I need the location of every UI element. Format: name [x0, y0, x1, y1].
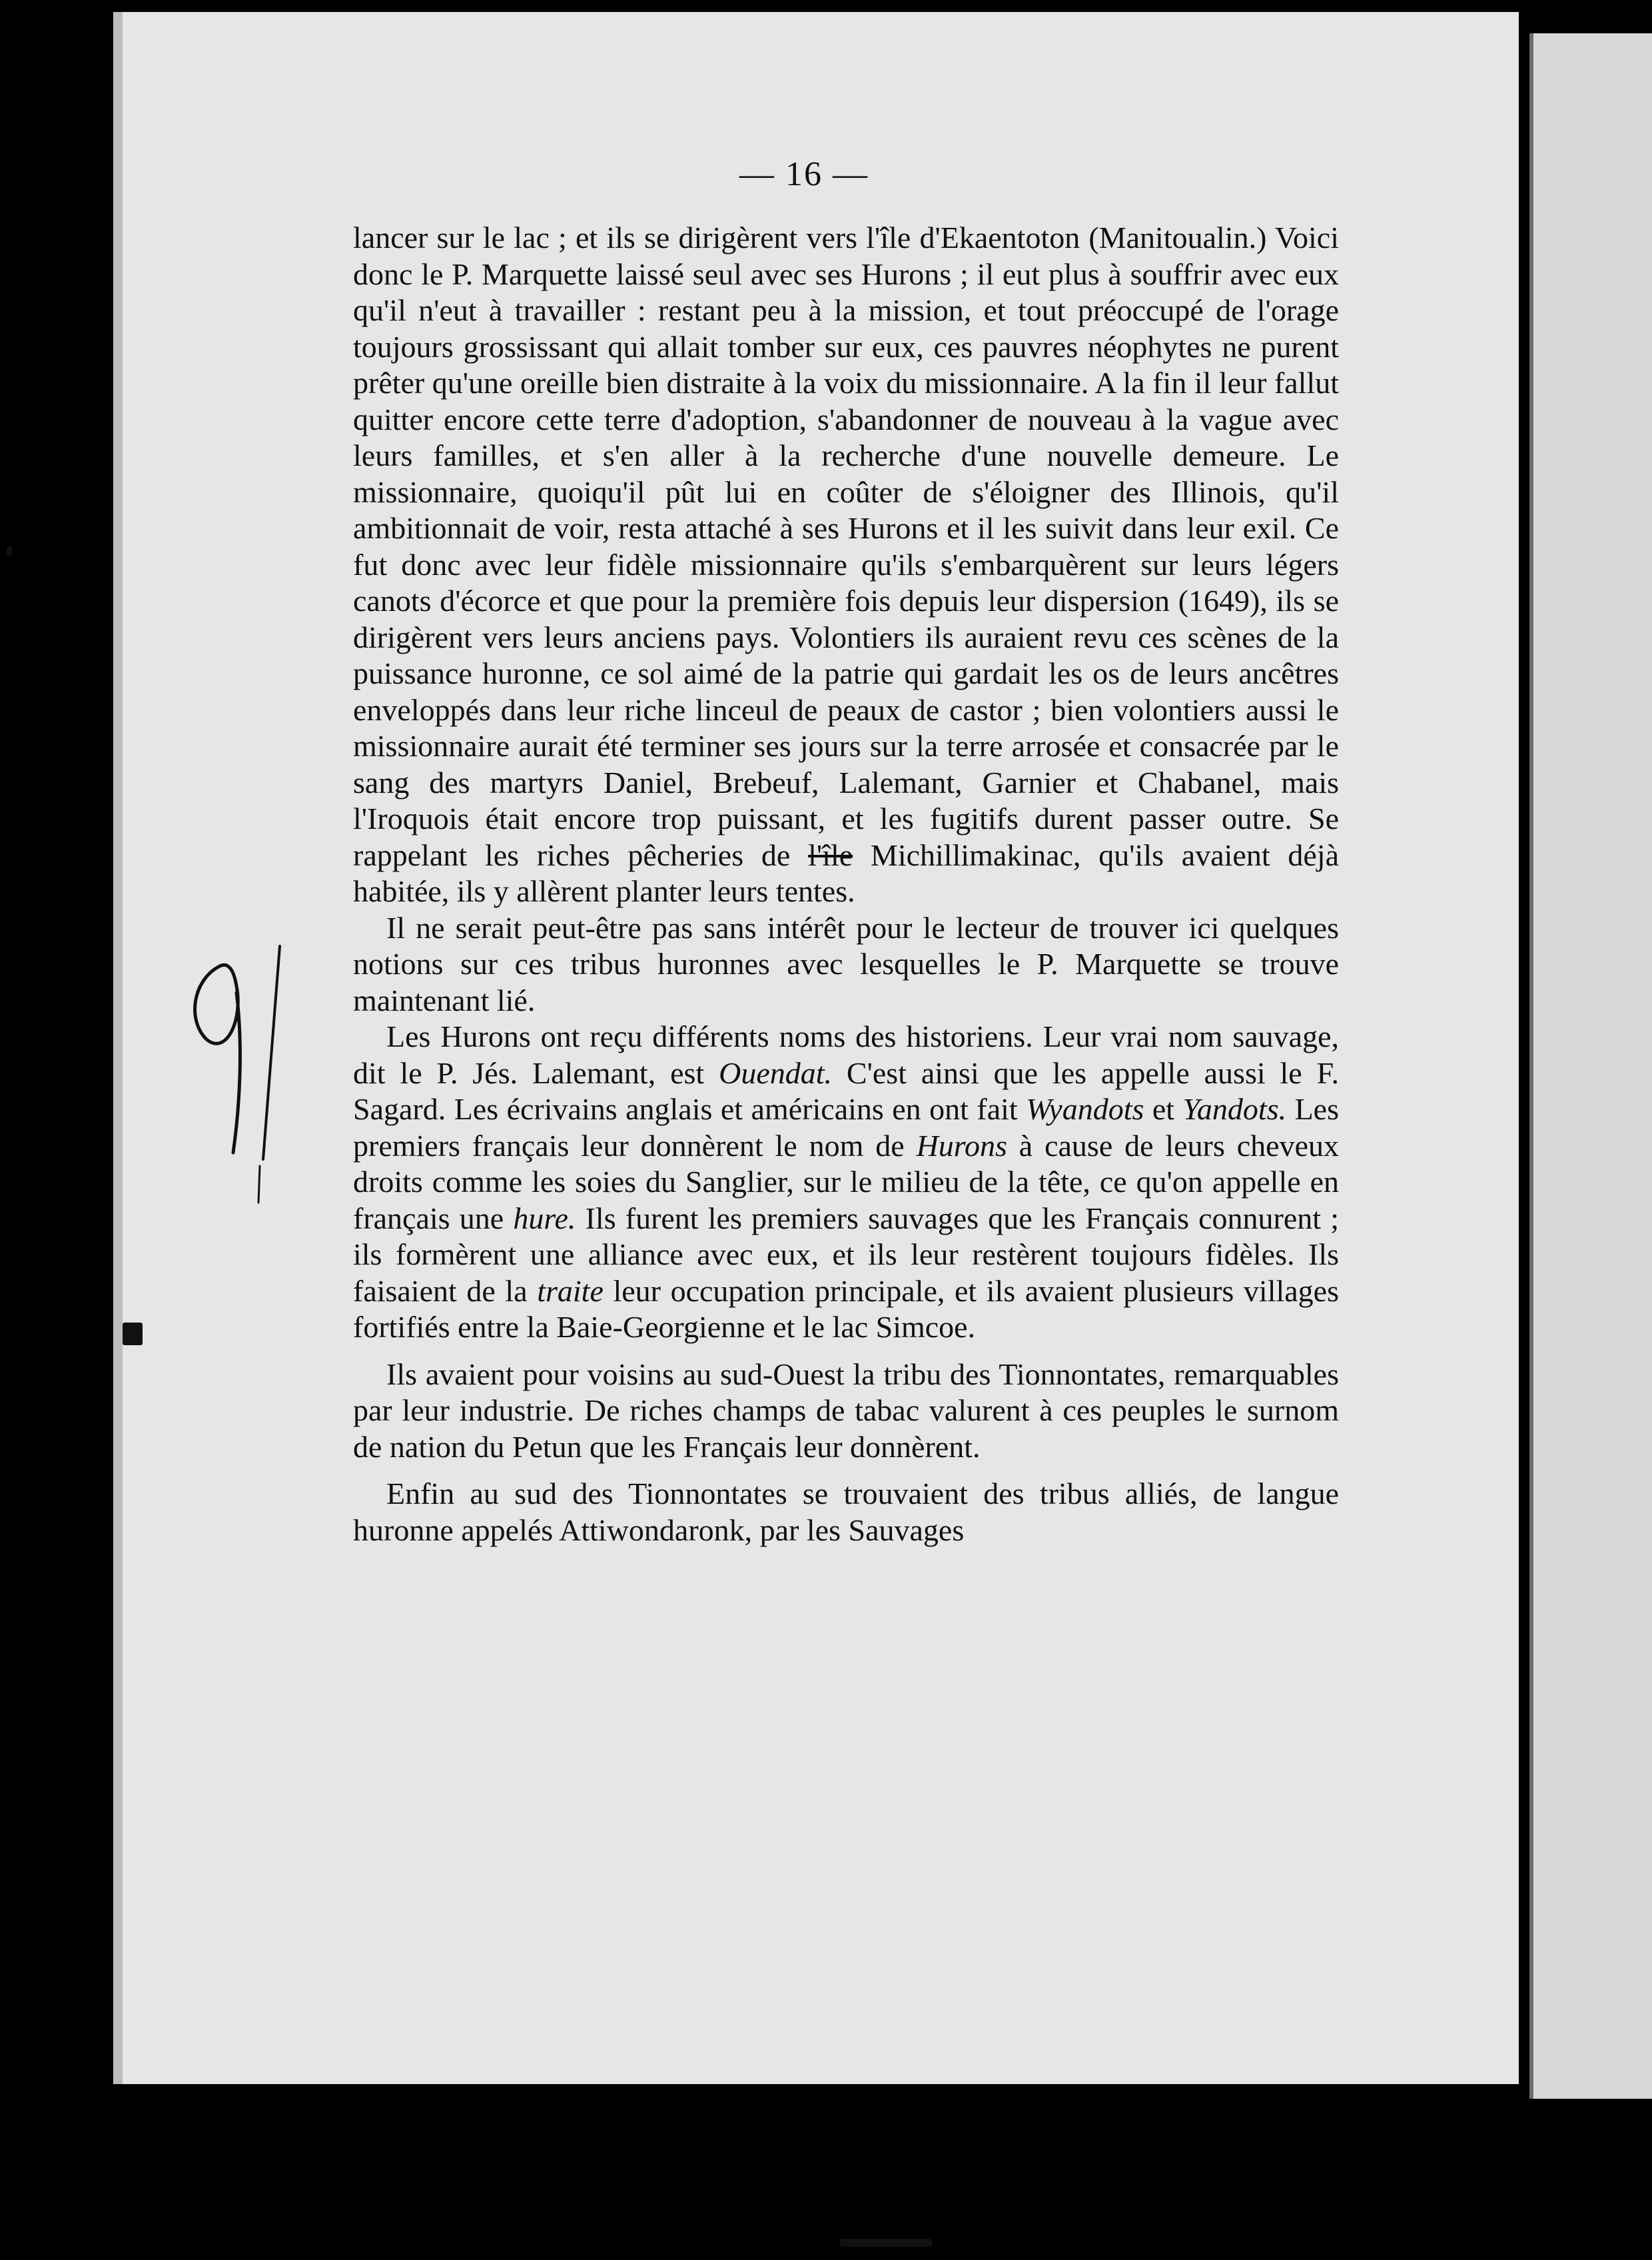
- paragraph: [353, 910, 1339, 1019]
- paragraph: [353, 220, 1339, 910]
- text-run: Les Hurons ont reçu différents noms des historiens. Leur vrai nom sauvage, dit le P. Jés. Lalemant, est: [353, 1019, 1339, 1090]
- text-run: C'est ainsi que les appelle aussi le F. Sagard. Les écrivains anglais et américains en ont fait: [353, 1055, 1339, 1126]
- text-run: Ils furent les premiers sauvages que les Français connurent ; ils formèrent une alliance avec eux, et ils leur restèrent toujours fidèles. Ils faisaient de la: [353, 1201, 1339, 1308]
- italic-term: Yandots.: [1182, 1092, 1287, 1126]
- text-run: et: [1144, 1092, 1183, 1126]
- text-run: Michillimakinac, qu'ils avaient déjà habitée, ils y allèrent planter leurs tentes.: [353, 838, 1339, 908]
- text-run: Ils avaient pour voisins au sud-Ouest la tribu des Tionnontates, remarquables par leur industrie. De riches champs de tabac valurent à ces peuples le surnom de nation du Petun que les Français leur donnèrent.: [353, 1357, 1339, 1464]
- italic-term: Wyandots: [1026, 1092, 1144, 1126]
- scan-speck: [839, 2239, 933, 2247]
- text-run: à cause de leurs cheveux droits comme les soies du Sanglier, sur le milieu de la tête, ce qu'on appelle en français une: [353, 1128, 1339, 1235]
- adjacent-page-edge: [1529, 33, 1652, 2099]
- paragraph: [353, 1357, 1339, 1466]
- scan-speck: [123, 1323, 143, 1345]
- text-run: Il ne serait peut-être pas sans intérêt pour le lecteur de trouver ici quelques notions sur ces tribus huronnes avec lesquelles le P. Marquette se trouve maintenant lié.: [353, 910, 1339, 1017]
- italic-term: traite: [537, 1273, 604, 1308]
- paragraph: [353, 1476, 1339, 1548]
- text-run: Enfin au sud des Tionnontates se trouvaient des tribus alliés, de langue huronne appelés Attiwondaronk, par les Sauvages: [353, 1476, 1339, 1547]
- italic-term: Hurons: [916, 1128, 1007, 1163]
- body-text: [353, 220, 1339, 1548]
- text-run: Les premiers français leur donnèrent le nom de: [353, 1092, 1339, 1163]
- italic-term: hure.: [513, 1201, 576, 1235]
- text-run: leur occupation principale, et ils avaient plusieurs villages fortifiés entre la Baie-Georgienne et le lac Simcoe.: [353, 1273, 1339, 1344]
- italic-term: Ouendat.: [719, 1055, 833, 1090]
- struck-text: l'île: [808, 838, 853, 872]
- handwritten-margin-mark: [180, 939, 300, 1206]
- scan-speck: [7, 546, 12, 556]
- page-number: — 16 —: [739, 155, 869, 193]
- paragraph: [353, 1019, 1339, 1346]
- text-run: lancer sur le lac ; et ils se dirigèrent vers l'île d'Ekaentoton (Manitoualin.) Voici donc le P. Marquette laissé seul avec ses Hurons ; il eut plus à souffrir avec eux qu'il n'eut à travailler : restant peu à la mission, et tout préoccupé de l'orage toujours grossissant qui allait tomber sur eux, ces pauvres néophytes ne purent prêter qu'une oreille bien distraite à la voix du missionnaire. A la fin il leur fallut quitter encore cette terre d'adoption, s'abandonner de nouveau à la vague avec leurs familles, et s'en aller à la recherche d'une nouvelle demeure. Le missionnaire, quoiqu'il pût lui en coûter de s'éloigner des Illinois, qu'il ambitionnait de voir, resta attaché à ses Hurons et il les suivit dans leur exil. Ce fut donc avec leur fidèle missionnaire qu'ils s'embarquèrent sur leurs légers canots d'écorce et que pour la première fois depuis leur dispersion (1649), ils se dirigèrent vers leurs anciens pays. Volontiers ils auraient revu ces scènes de la puissance huronne, ce sol aimé de la patrie qui gardait les os de leurs ancêtres enveloppés dans leur riche linceul de peaux de castor ; bien volontiers aussi le missionnaire aurait été terminer ses jours sur la terre arrosée et consacrée par le sang des martyrs Daniel, Brebeuf, Lalemant, Garnier et Chabanel, mais l'Iroquois était encore trop puissant, et les fugitifs durent passer outre. Se rappelant les riches pêcheries de: [353, 221, 1339, 872]
